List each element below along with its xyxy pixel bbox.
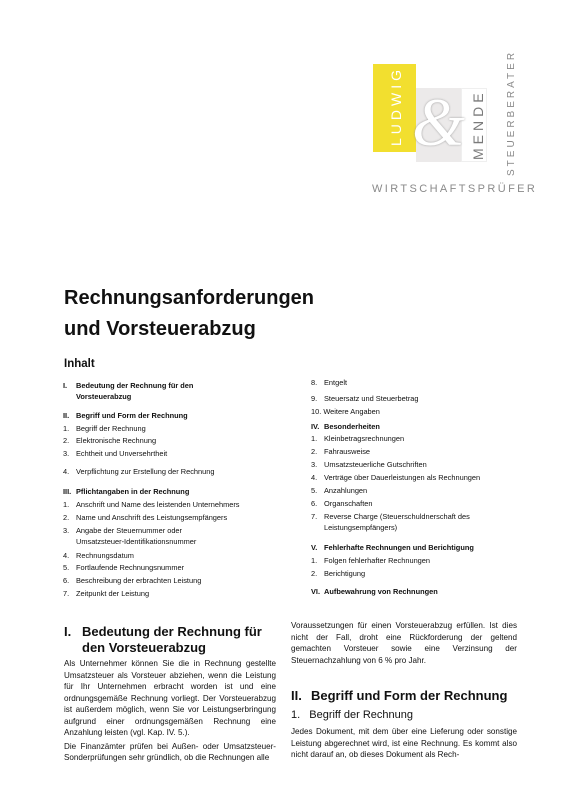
toc-entry-label: Steuersatz und Steuerbetrag: [324, 394, 419, 403]
toc-entry-label: Verpflichtung zur Erstellung der Rechnung: [76, 467, 215, 476]
toc-entry-label: Anschrift und Name des leistenden Unternehmers: [76, 500, 240, 509]
toc-entry-number: III.: [63, 487, 72, 496]
toc-entry-number: 2.: [63, 513, 70, 522]
toc-entry-number: 4.: [63, 467, 70, 476]
toc-entry-number: 2.: [63, 436, 70, 445]
toc-entry-label: Fortlaufende Rechnungsnummer: [76, 563, 185, 572]
toc-entry-number: 4.: [311, 473, 318, 482]
toc-entry-label: Reverse Charge (Steuerschuldnerschaft des: [324, 512, 470, 521]
toc-entry-label: Berichtigung: [324, 569, 366, 578]
toc-entry-number: 2.: [311, 447, 318, 456]
toc-entry-label: Vorsteuerabzug: [76, 392, 132, 401]
toc-entry-label: Beschreibung der erbrachten Leistung: [76, 576, 202, 585]
section-1-body: [64, 658, 276, 766]
section-2-paragraph-1: Jedes Dokument, mit dem über eine Lieferung oder sonstige Leistung abgerechnet wird, ist eine Rechnung. Es kommt also nicht darauf an, ob dieses Dokument als Rech-: [291, 727, 517, 759]
section-1-title-line-1: Bedeutung der Rechnung für: [82, 624, 262, 639]
toc-entry-number: 8.: [311, 378, 318, 387]
toc-entry-number: 3.: [63, 449, 70, 458]
toc-entry-label: Angabe der Steuernummer oder: [76, 526, 182, 535]
toc-entry-number: 3.: [311, 460, 318, 469]
section-2-body: [291, 726, 517, 763]
toc-entry-number: 3.: [63, 526, 70, 535]
section-1-heading: [64, 624, 284, 656]
toc-entry-label: Elektronische Rechnung: [76, 436, 157, 445]
toc-entry-number: 7.: [63, 589, 70, 598]
logo-word-steuerberater: STEUERBERATER: [506, 49, 517, 176]
toc-entry-number: 1.: [311, 556, 318, 565]
toc-entry-number: 6.: [311, 499, 318, 508]
logo-word-ludwig: LUDWIG: [388, 66, 404, 146]
section-1-paragraph-1: Als Unternehmer können Sie die in Rechnung gestellte Umsatzsteuer als Vorsteuer abziehen, wenn die Leistung für Ihr Unternehmen erbracht worden ist und eine ordnungsgemäße Rechnung vorliegt. Der Vorsteuerabzug ist außerdem möglich, wenn Sie vor Leistungserbringung aufgrund einer ordnungsgemäßen Rechnung eine Anzahlung leisten (vgl. Kap. IV. 5.).: [64, 659, 276, 737]
toc-entry-number: II.: [63, 411, 70, 420]
toc-entry-number: I.: [63, 381, 68, 390]
toc-entry-label: Umsatzsteuer-Identifikationsnummer: [76, 537, 197, 546]
toc-entry-number: 1.: [63, 500, 70, 509]
section-2-number: II.: [291, 688, 302, 703]
toc-entry-label: Fehlerhafte Rechnungen und Berichtigung: [324, 543, 474, 552]
toc-entry-number: 1.: [63, 424, 70, 433]
logo-ampersand: &: [412, 84, 465, 160]
section-1-title-line-2: den Vorsteuerabzug: [82, 640, 207, 655]
section-2-title: Begriff und Form der Rechnung: [311, 688, 508, 703]
toc-entry-label: Leistungsempfängers): [324, 523, 398, 532]
toc-entry-label: Organschaften: [324, 499, 373, 508]
subsection-2-1-number: 1.: [291, 709, 301, 721]
toc-entry-number: 2.: [311, 569, 318, 578]
toc-entry-label: Pflichtangaben in der Rechnung: [76, 487, 190, 496]
toc-entry-label: Echtheit und Unversehrtheit: [76, 449, 168, 458]
section-1-paragraph-2: Die Finanzämter prüfen bei Außen- oder Umsatzsteuer-Sonderprüfungen sehr gründlich, ob die Rechnungen alle: [64, 741, 276, 762]
toc-entry-label: Entgelt: [324, 378, 348, 387]
toc-entry-label: Aufbewahrung von Rechnungen: [324, 587, 438, 596]
toc-entry-number: 9.: [311, 394, 318, 403]
toc-entry-label: Begriff und Form der Rechnung: [76, 411, 188, 420]
toc-entry-label: Anzahlungen: [324, 486, 368, 495]
toc-entry-number: V.: [311, 543, 318, 552]
toc-entry-label: Zeitpunkt der Leistung: [76, 589, 150, 598]
toc-entry-number: IV.: [311, 422, 320, 431]
logo-word-mende: MENDE: [470, 89, 486, 160]
page-title-line-2: und Vorsteuerabzug: [64, 318, 256, 340]
toc-entry-number: 7.: [311, 512, 318, 521]
toc-entry-label: 10. Weitere Angaben: [311, 407, 380, 416]
toc-entry-label: Fahrausweise: [324, 447, 371, 456]
section-1-continuation: [291, 620, 517, 668]
toc-entry-number: 4.: [63, 551, 70, 560]
toc-entry-label: Begriff der Rechnung: [76, 424, 146, 433]
logo-word-wirtschaftspruefer: WIRTSCHAFTSPRÜFER: [372, 183, 538, 195]
toc-heading: Inhalt: [64, 358, 95, 370]
toc-entry-number: 5.: [311, 486, 318, 495]
toc-entry-label: Verträge über Dauerleistungen als Rechnungen: [324, 473, 481, 482]
toc-entry-label: Kleinbetragsrechnungen: [324, 434, 405, 443]
toc-entry-number: 6.: [63, 576, 70, 585]
section-2-heading: [291, 688, 521, 704]
toc-entry-label: Name und Anschrift des Leistungsempfängers: [76, 513, 228, 522]
toc-entry-label: Folgen fehlerhafter Rechnungen: [324, 556, 431, 565]
toc-entry-number: 1.: [311, 434, 318, 443]
subsection-2-1-title: Begriff der Rechnung: [309, 709, 414, 721]
section-1-paragraph-3: Voraussetzungen für einen Vorsteuerabzug erfüllen. Ist dies nicht der Fall, droht eine Rückforderung der geltend gemachten Vorsteuer sowie eine Verzinsung der Steuernachzahlung von 6 % pro Jahr.: [291, 621, 517, 665]
section-1-number: I.: [64, 624, 72, 639]
subsection-2-1-heading: [291, 709, 413, 722]
toc-entry-label: Bedeutung der Rechnung für den: [76, 381, 194, 390]
toc-entry-number: 5.: [63, 563, 70, 572]
page-title-line-1: Rechnungsanforderungen: [64, 287, 315, 309]
toc-entry-number: VI.: [311, 587, 321, 596]
toc-entry-label: Umsatzsteuerliche Gutschriften: [324, 460, 427, 469]
toc-entry-label: Besonderheiten: [324, 422, 380, 431]
toc-entry-label: Rechnungsdatum: [76, 551, 134, 560]
